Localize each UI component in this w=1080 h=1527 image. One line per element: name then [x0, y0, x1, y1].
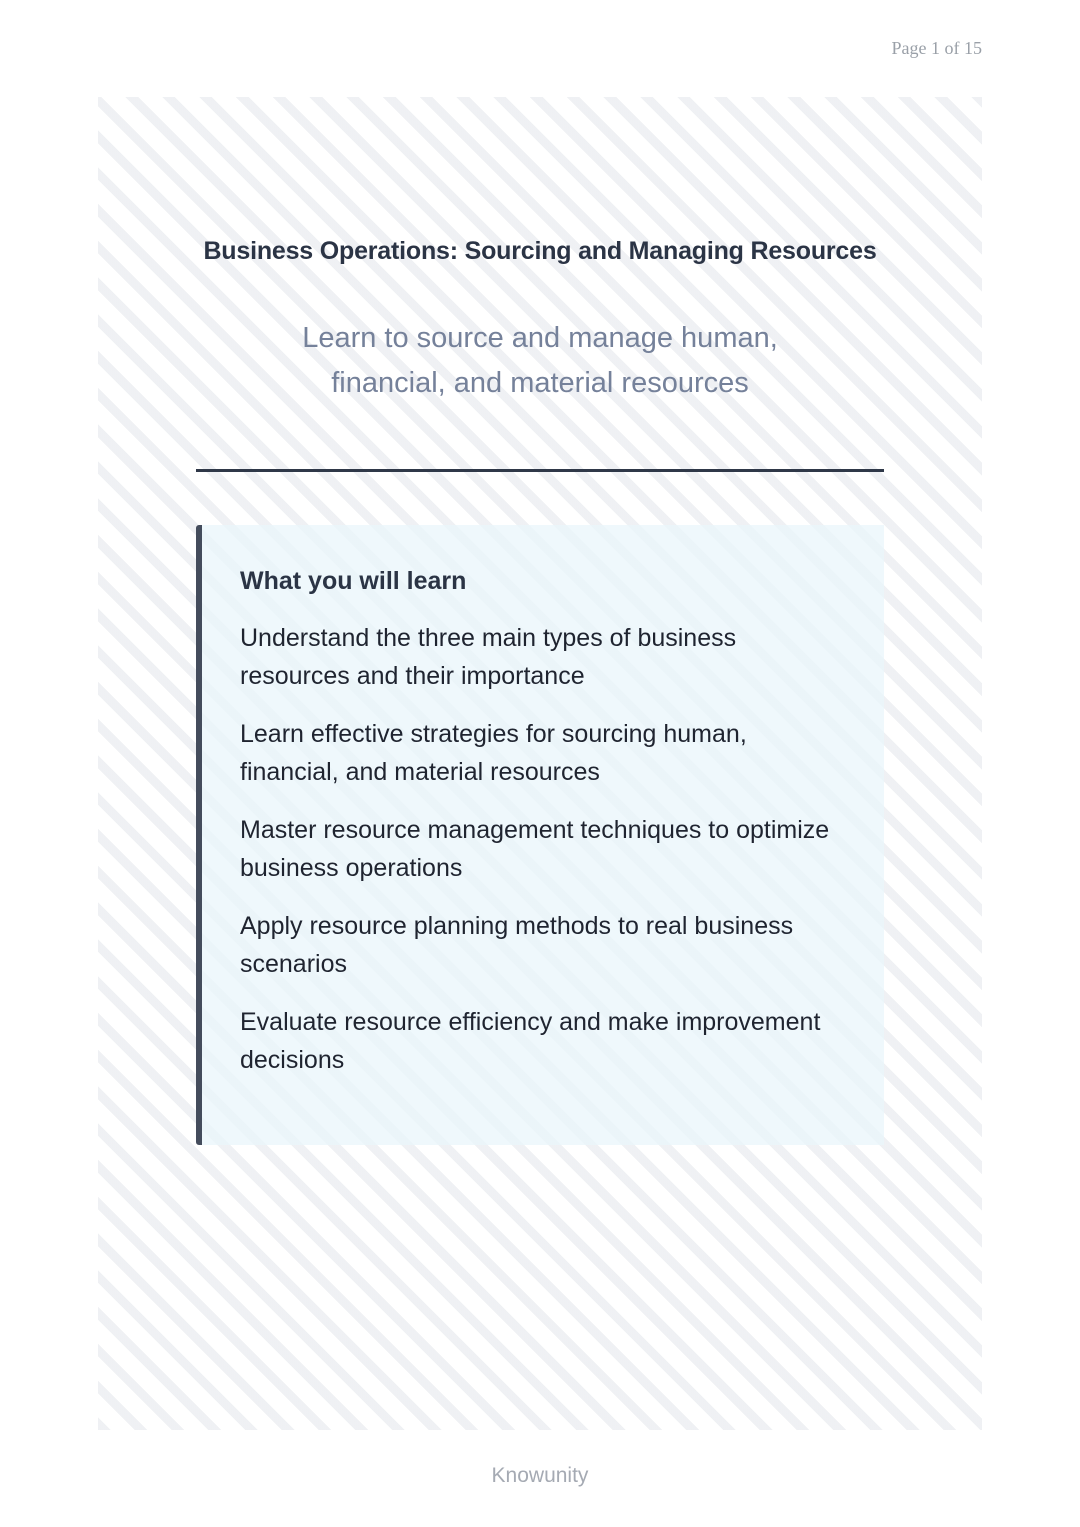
list-item: Evaluate resource efficiency and make improvement decisions: [240, 1008, 821, 1074]
title-divider: [196, 469, 884, 472]
list-item: Learn effective strategies for sourcing human, financial, and material resources: [240, 720, 747, 786]
learning-objectives-box: [196, 525, 884, 1145]
page-number: Page 1 of 15: [891, 38, 982, 58]
list-item: Apply resource planning methods to real business scenarios: [240, 912, 794, 978]
page-subtitle: Learn to source and manage human, financial, and material resources: [302, 322, 778, 399]
list-item: Understand the three main types of business resources and their importance: [240, 624, 737, 690]
learning-objectives-list: [240, 619, 846, 1079]
page-title: Business Operations: Sourcing and Managing Resources: [203, 237, 877, 265]
learning-objectives-heading: What you will learn: [240, 567, 467, 595]
footer-brand: Knowunity: [491, 1464, 589, 1487]
list-item: Master resource management techniques to optimize business operations: [240, 816, 830, 882]
